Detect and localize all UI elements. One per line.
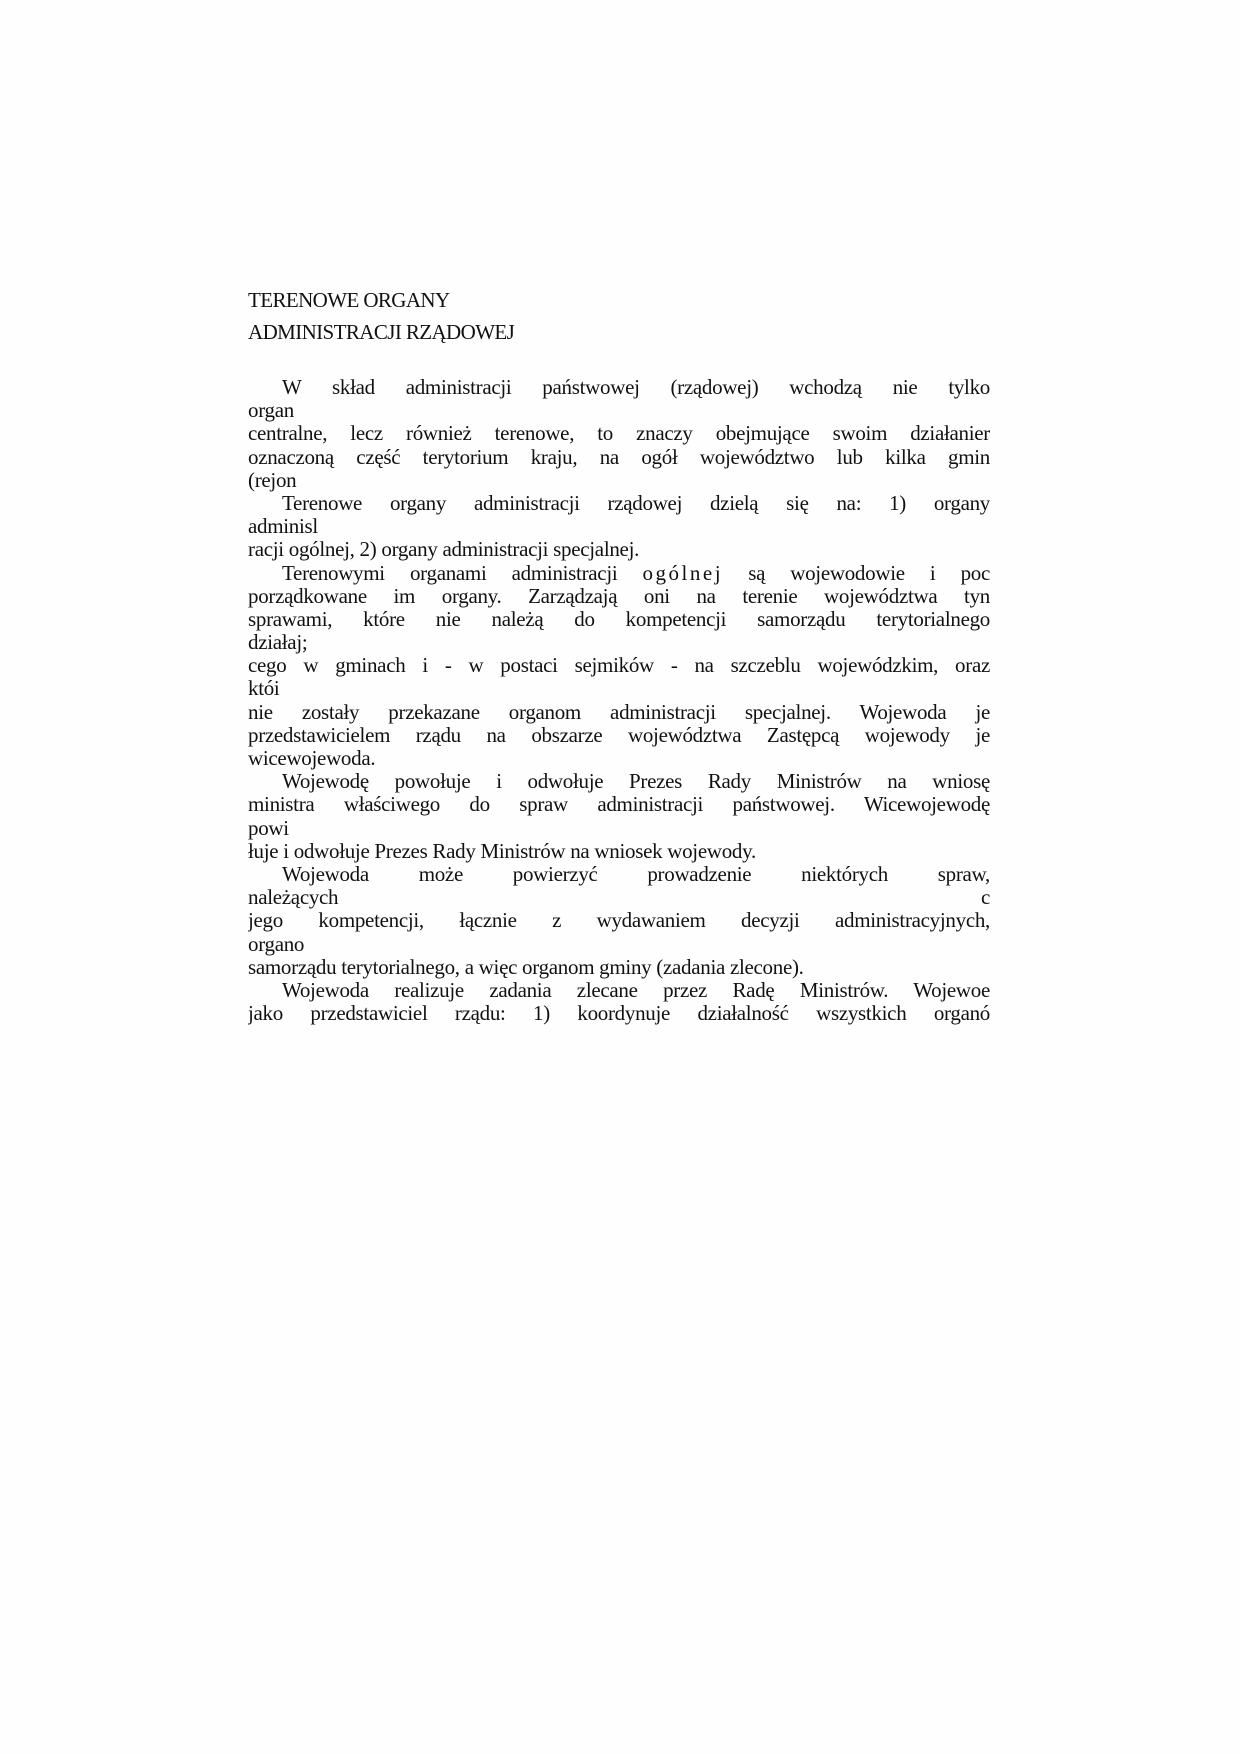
- text-line: działaj;: [248, 630, 308, 655]
- text-line: W skład administracji państwowej (rządowej) wchodzą nie tylko: [282, 376, 990, 399]
- text-line: Wojewodę powołuje i odwołuje Prezes Rady Ministrów na wniosę: [282, 770, 990, 794]
- text-line: oznaczoną część terytorium kraju, na ogół województwo lub kilka gmin: [248, 445, 990, 469]
- document-title: [248, 284, 514, 348]
- text-line: wicewojewoda.: [248, 746, 376, 770]
- text-line: [248, 886, 990, 909]
- text-line: (rejon: [248, 467, 297, 492]
- text-line: adminisl: [248, 514, 318, 539]
- text-line: porządkowane im organy. Zarządzają oni na terenie województwa tyn: [248, 584, 990, 608]
- text-line: łuje i odwołuje Prezes Rady Ministrów na wniosek wojewody.: [248, 838, 756, 863]
- text-fragment-right: c: [980, 885, 990, 910]
- text-line: któi: [248, 676, 280, 701]
- text-line: przedstawicielem rządu na obszarze województwa Zastępcą wojewody je: [248, 723, 990, 747]
- text-line: organ: [248, 398, 294, 423]
- title-line-1: TERENOWE ORGANY: [248, 288, 450, 312]
- text-line: organo: [248, 931, 305, 956]
- text-line: sprawami, które nie należą do kompetencji samorządu terytorialnego: [248, 607, 990, 631]
- text-line: Terenowe organy administracji rządowej dzielą się na: 1) organy: [282, 491, 990, 515]
- text-line: centralne, lecz również terenowe, to znaczy obejmujące swoim działanier: [248, 422, 990, 446]
- document-body: [248, 376, 990, 1025]
- spaced-word: ogólnej: [642, 561, 724, 585]
- text-line: Wojewoda realizuje zadania zlecane przez Radę Ministrów. Wojewoe: [282, 978, 990, 1002]
- text-line: jego kompetencji, łącznie z wydawaniem decyzji administracyjnych,: [248, 909, 990, 933]
- text-line: racji ogólnej, 2) organy administracji specjalnej.: [248, 537, 640, 562]
- text-line: ministra właściwego do spraw administracji państwowej. Wicewojewodę: [248, 793, 990, 817]
- text-line: [248, 562, 990, 585]
- text-fragment: należących: [248, 885, 339, 910]
- text-line: cego w gminach i - w postaci sejmików - na szczeblu wojewódzkim, oraz: [248, 654, 990, 678]
- title-line-2: ADMINISTRACJI RZĄDOWEJ: [248, 320, 515, 344]
- text-line: samorządu terytorialnego, a więc organom gminy (zadania zlecone).: [248, 954, 804, 979]
- text-line: nie zostały przekazane organom administracji specjalnej. Wojewoda je: [248, 700, 990, 724]
- text-line: jako przedstawiciel rządu: 1) koordynuje działalność wszystkich organó: [248, 1002, 990, 1026]
- text-line: Wojewoda może powierzyć prowadzenie niektórych spraw,: [282, 862, 990, 886]
- text-fragment: Terenowymi organami administracji: [282, 561, 643, 585]
- text-fragment: są wojewodowie i poc: [723, 561, 990, 585]
- text-line: powi: [248, 815, 289, 840]
